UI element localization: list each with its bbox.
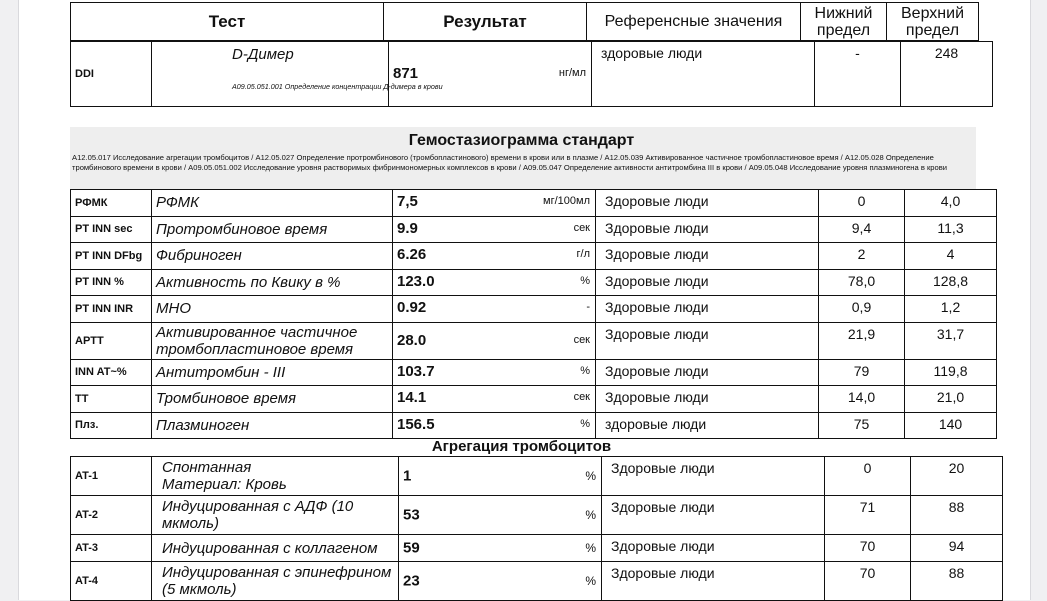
row-name: РФМК (152, 190, 393, 217)
table-row (71, 535, 1003, 562)
row-upper: 140 (905, 412, 997, 439)
ddi-value-cell (389, 42, 592, 107)
row-name: Активность по Квику в % (152, 269, 393, 296)
row-value: 123.0 (397, 272, 435, 290)
header-test: Тест (71, 3, 384, 41)
ddi-code: DDI (71, 42, 152, 107)
row-upper: 119,8 (905, 359, 997, 386)
row-reference: Здоровые люди (596, 386, 819, 413)
row-unit: % (580, 417, 590, 430)
row-upper: 31,7 (905, 322, 997, 359)
row-reference: Здоровые люди (596, 359, 819, 386)
row-value-cell (393, 412, 596, 439)
row-value: 6.26 (397, 246, 427, 263)
ddimer-table (70, 41, 993, 107)
table-row (71, 322, 997, 359)
row-lower: 2 (819, 243, 905, 270)
row-value: 156.5 (397, 415, 435, 433)
row-unit: г/л (576, 248, 590, 260)
row-code: PT INN % (71, 269, 152, 296)
table-row (71, 562, 1003, 601)
row-upper: 11,3 (905, 216, 997, 243)
row-lower: 21,9 (819, 322, 905, 359)
ddi-value: 871 (393, 65, 419, 82)
row-material: Материал: Кровь (162, 476, 287, 493)
ddi-unit: нг/мл (558, 67, 586, 79)
table-row (71, 386, 997, 413)
row-reference: Здоровые люди (596, 243, 819, 270)
table-row (71, 412, 997, 439)
row-name: Индуцированная с коллагеном (152, 535, 399, 562)
row-name: Индуцированная с АДФ (10 мкмоль) (152, 496, 399, 535)
row-value-cell (393, 243, 596, 270)
row-name: Антитромбин - III (152, 359, 393, 386)
row-code: AT-4 (71, 562, 152, 601)
row-lower: 75 (819, 412, 905, 439)
gemostaz-table (70, 189, 997, 439)
section-title-aggregation: Агрегация тромбоцитов (431, 438, 612, 455)
row-reference: Здоровые люди (596, 322, 819, 359)
row-unit: сек (573, 333, 590, 346)
table-row (71, 216, 997, 243)
row-lower: 14,0 (819, 386, 905, 413)
row-code: INN AT~% (71, 359, 152, 386)
row-code: AT-2 (71, 496, 152, 535)
table-row (71, 190, 997, 217)
row-value-cell (393, 359, 596, 386)
row-value: 59 (403, 539, 420, 557)
row-lower: 70 (825, 535, 911, 562)
row-value-cell (399, 562, 602, 601)
table-row (71, 457, 1003, 496)
row-upper: 20 (911, 457, 1003, 496)
row-name: Индуцированная с эпинефрином (5 мкмоль) (152, 562, 399, 601)
row-code: TT (71, 386, 152, 413)
row-unit: % (585, 469, 596, 483)
ddi-upper: 248 (901, 42, 993, 107)
header-lower: Нижний предел (801, 3, 887, 41)
ddi-note: A09.05.051.001 Определение концентрации Д-димера в крови (232, 82, 443, 91)
row-code: PT INN INR (71, 296, 152, 323)
row-lower: 9,4 (819, 216, 905, 243)
row-value: 23 (403, 572, 420, 590)
row-code: PT INN DFbg (71, 243, 152, 270)
row-value-cell (393, 296, 596, 323)
results-header (70, 2, 979, 41)
table-row (71, 42, 993, 107)
row-unit: сек (573, 391, 590, 403)
row-reference: Здоровые люди (596, 269, 819, 296)
row-reference: Здоровые люди (602, 535, 825, 562)
row-upper: 1,2 (905, 296, 997, 323)
row-name: Плазминоген (152, 412, 393, 439)
row-code: РФМК (71, 190, 152, 217)
row-lower: 0 (819, 190, 905, 217)
row-name: Активированное частичное тромбопластиновое время (152, 322, 393, 359)
row-name: Протромбиновое время (152, 216, 393, 243)
row-code: AT-1 (71, 457, 152, 496)
table-row (71, 496, 1003, 535)
row-value: 28.0 (397, 331, 427, 349)
ddi-name: D-Димер (232, 46, 294, 63)
row-upper: 88 (911, 562, 1003, 601)
row-value-cell (399, 457, 602, 496)
row-unit: % (585, 508, 596, 522)
row-value: 1 (403, 467, 412, 485)
row-value: 7,5 (397, 193, 418, 210)
row-unit: - (586, 301, 590, 313)
row-lower: 79 (819, 359, 905, 386)
row-reference: Здоровые люди (602, 562, 825, 601)
row-value-cell (393, 322, 596, 359)
table-row (71, 296, 997, 323)
row-value-cell (393, 190, 596, 217)
row-unit: сек (573, 221, 590, 234)
row-lower: 0,9 (819, 296, 905, 323)
row-name: Тромбиновое время (152, 386, 393, 413)
row-upper: 88 (911, 496, 1003, 535)
row-value: 9.9 (397, 219, 418, 237)
row-value-cell (393, 216, 596, 243)
row-value-cell (393, 386, 596, 413)
row-reference: Здоровые люди (596, 296, 819, 323)
aggregation-table (70, 456, 1003, 601)
row-unit: мг/100мл (543, 195, 590, 207)
row-lower: 78,0 (819, 269, 905, 296)
section-title-gemostaz: Гемостазиограмма стандарт (408, 132, 635, 149)
table-row (71, 359, 997, 386)
header-reference: Референсные значения (587, 3, 801, 41)
row-name: Фибриноген (152, 243, 393, 270)
row-value: 53 (403, 506, 420, 524)
row-value: 14.1 (397, 389, 427, 406)
row-value: 103.7 (397, 362, 435, 380)
row-reference: Здоровые люди (602, 496, 825, 535)
row-value-cell (399, 496, 602, 535)
row-value: 0.92 (397, 299, 427, 316)
row-name: Спонтанная (162, 459, 252, 476)
row-lower: 70 (825, 562, 911, 601)
row-upper: 4,0 (905, 190, 997, 217)
header-result: Результат (384, 3, 587, 41)
ddi-reference: здоровые люди (592, 42, 815, 107)
row-lower: 0 (825, 457, 911, 496)
row-reference: Здоровые люди (596, 190, 819, 217)
row-reference: здоровые люди (596, 412, 819, 439)
row-upper: 128,8 (905, 269, 997, 296)
section-description: A12.05.017 Исследование агрегации тромбоцитов / A12.05.027 Определение протромбинового (тромбопластинового) времени в крови или в плазме / A12.05.039 Активированное частичное тромбопластиновое время / A12.05.028 Определение тромбинового времени в крови / A09.05.051.002 Исследование уровня растворимых фибринмономерных комплексов в крови / A09.05.047 Определение активности антитромбина III в крови / A09.05.048 Исследование уровня плазминогена в крови (72, 153, 948, 172)
row-reference: Здоровые люди (602, 457, 825, 496)
row-upper: 94 (911, 535, 1003, 562)
row-value-cell (393, 269, 596, 296)
row-lower: 71 (825, 496, 911, 535)
row-unit: % (580, 364, 590, 377)
table-row (71, 243, 997, 270)
table-row (71, 269, 997, 296)
row-name: МНО (152, 296, 393, 323)
row-code: Плз. (71, 412, 152, 439)
row-upper: 21,0 (905, 386, 997, 413)
row-name-cell (152, 457, 399, 496)
ddi-lower: - (815, 42, 901, 107)
header-upper: Верхний предел (887, 3, 979, 41)
row-upper: 4 (905, 243, 997, 270)
row-value-cell (399, 535, 602, 562)
row-unit: % (585, 574, 596, 588)
row-unit: % (580, 274, 590, 287)
row-reference: Здоровые люди (596, 216, 819, 243)
row-code: PT INN sec (71, 216, 152, 243)
row-unit: % (585, 541, 596, 555)
row-code: AT-3 (71, 535, 152, 562)
row-code: APTT (71, 322, 152, 359)
